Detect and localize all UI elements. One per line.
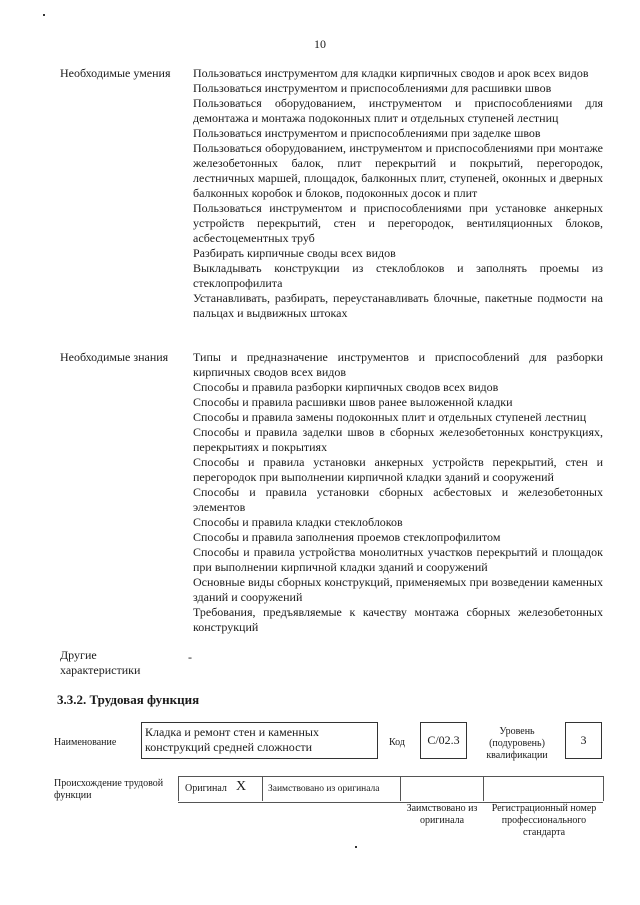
level-label: Уровень (подуровень) квалификации [486,726,548,761]
code-value-box [420,722,467,759]
knowledge-item: Способы и правила установки анкерных устройств перекрытий, стен и перегородок при выполнении кирпичной кладки зданий и сооружений [193,455,603,484]
origin-divider [178,776,179,801]
knowledge-item: Основные виды сборных конструкций, применяемых при возведении каменных зданий и сооружений [193,575,603,604]
function-name: Кладка и ремонт стен и каменных конструкций средней сложности [145,725,319,754]
level-value: 3 [580,733,587,747]
knowledge-item: Требования, предъявляемые к качеству монтажа сборных железобетонных конструкций [193,605,603,634]
knowledge-item: Способы и правила замены подоконных плит и отдельных ступеней лестниц [193,410,587,424]
skill-item: Пользоваться инструментом для кладки кирпичных сводов и арок всех видов [193,66,589,80]
borrowed-caption: Заимствовано из оригинала [406,803,478,826]
other-value: - [188,650,192,664]
knowledge-item: Типы и предназначение инструментов и приспособлений для разборки кирпичных сводов всех видов [193,350,603,379]
skill-item: Пользоваться инструментом и приспособлениями при заделке швов [193,126,541,140]
skill-item: Пользоваться инструментом и приспособлениями при установке анкерных устройств перекрытий, стен и перегородок, вентиляционных блоков, асбестоцементных труб [193,201,603,245]
skills-label: Необходимые умения [60,66,171,80]
knowledge-item: Способы и правила заделки швов в сборных железобетонных конструкциях, перекрытиях и покрытиях [193,425,603,454]
origin-label: Происхождение трудовой функции [54,778,164,801]
knowledge-item: Способы и правила разборки кирпичных сводов всех видов [193,380,499,394]
origin-divider [262,776,263,801]
knowledge-list [193,350,603,635]
origin-divider [483,776,484,801]
code-label: Код [389,737,405,748]
knowledge-item: Способы и правила расшивки швов ранее выложенной кладки [193,395,513,409]
reg-number-caption: Регистрационный номер профессионального стандарта [491,803,597,838]
knowledge-item: Способы и правила кладки стеклоблоков [193,515,403,529]
other-label: Другие характеристики [60,648,141,677]
knowledge-item: Способы и правила заполнения проемов стеклопрофилитом [193,530,501,544]
name-value-box [141,722,378,759]
code-value: C/02.3 [427,733,460,747]
borrowed-label: Заимствовано из оригинала [268,784,380,794]
skill-item: Пользоваться оборудованием, инструментом и приспособлениями при монтаже железобетонных балок, плит перекрытий и покрытий, перегородок, лестничных маршей, площадок, балконных плит, ступеней, оконных и дверных балконных коробок и блоков, подоконных досок и плит [193,141,603,200]
scan-speck [43,14,45,16]
knowledge-item: Способы и правила установки сборных асбестовых и железобетонных элементов [193,485,603,514]
skill-item: Выкладывать конструкции из стеклоблоков и заполнять проемы из стеклопрофилита [193,261,603,290]
original-label: Оригинал [185,783,227,794]
knowledge-item: Способы и правила устройства монолитных участков перекрытий и площадок при выполнении кирпичной кладки зданий и сооружений [193,545,603,574]
skill-item: Устанавливать, разбирать, переустанавливать блочные, пакетные подмости на пальцах и выдвижных штоках [193,291,603,320]
section-heading: 3.3.2. Трудовая функция [57,692,200,707]
origin-divider [400,776,401,801]
skill-item: Пользоваться оборудованием, инструментом и приспособлениями для демонтажа и монтажа подоконных плит и отдельных ступеней лестниц [193,96,603,125]
origin-divider [603,776,604,801]
level-value-box [565,722,602,759]
name-label: Наименование [54,737,117,748]
skill-item: Пользоваться инструментом и приспособлениями для расшивки швов [193,81,552,95]
skill-item: Разбирать кирпичные своды всех видов [193,246,396,260]
skills-list [193,66,603,321]
knowledge-label: Необходимые знания [60,350,169,364]
page-number: 10 [314,37,326,51]
original-checkmark: X [236,779,247,794]
scan-speck [355,846,357,848]
